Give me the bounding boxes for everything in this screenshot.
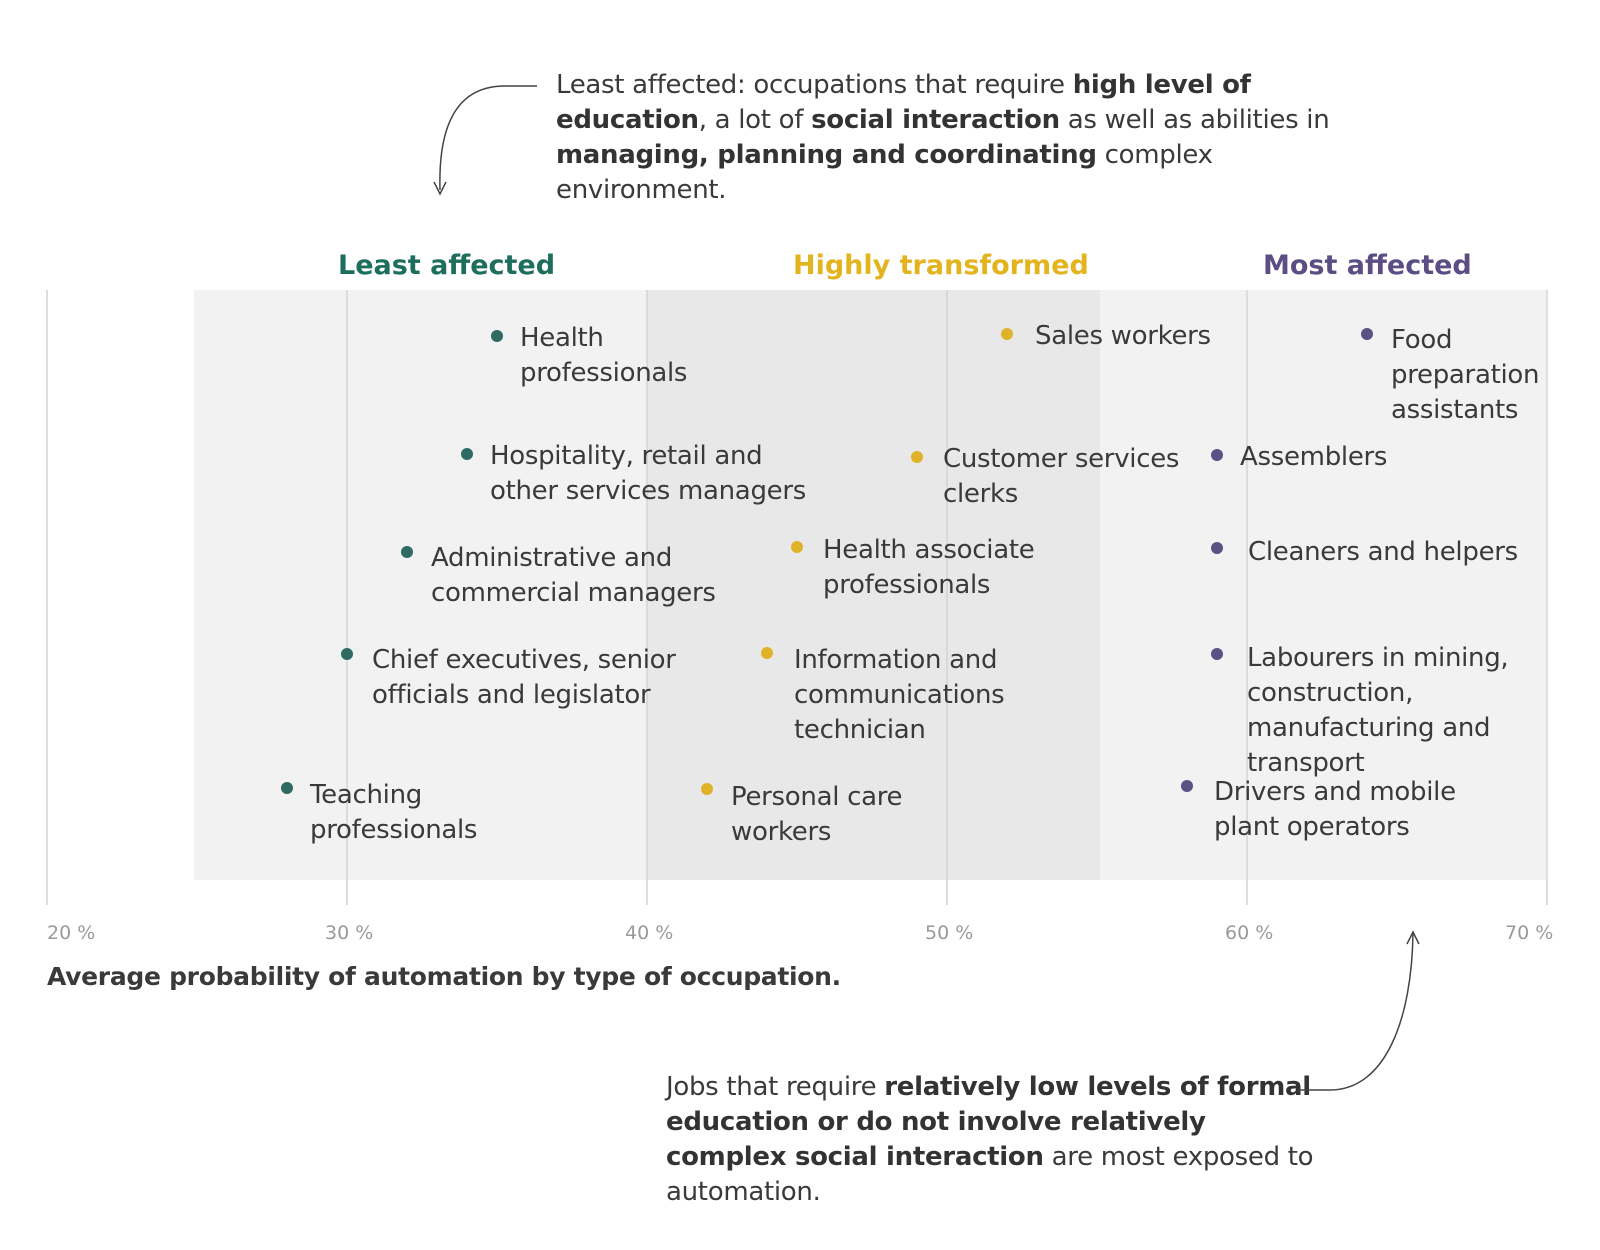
data-point-labourers-in-mining-construction-manufacturing-and-transport (1211, 648, 1223, 660)
band-label-highly-transformed: Highly transformed (793, 250, 1089, 281)
point-label-hospitality-managers: Hospitality, retail and other services managers (490, 441, 806, 506)
x-axis-title: Average probability of automation by type of occupation. (47, 962, 841, 991)
top-annotation-arrow (440, 86, 537, 190)
x-tick-label: 60 % (1225, 922, 1274, 944)
top-annotation-run: as well as abilities in (1059, 105, 1330, 135)
data-point-assemblers (1211, 449, 1223, 461)
x-tick-label: 30 % (325, 922, 374, 944)
point-label-teaching-professionals: Teaching professionals (310, 780, 478, 845)
top-annotation-run: managing, planning and coordinating (556, 140, 1097, 170)
point-label-ict-technician: Information and communications technician (794, 645, 1005, 745)
bottom-annotation-run: Jobs that require (666, 1072, 885, 1102)
point-label-assemblers: Assemblers (1240, 442, 1388, 472)
band-label-most-affected: Most affected (1263, 250, 1472, 281)
bottom-annotation-arrow (1298, 932, 1413, 1090)
x-tick-label: 40 % (625, 922, 674, 944)
data-point-customer-services-clerks (911, 451, 923, 463)
bottom-annotation-run: are most exposed to automation. (666, 1142, 1314, 1207)
data-point-hospitality-retail-and-other-services-managers (461, 448, 473, 460)
point-label-health-associate-professionals: Health associate professionals (823, 535, 1035, 600)
point-label-customer-services-clerks: Customer services clerks (943, 444, 1180, 509)
point-label-labourers: Labourers in mining, construction, manufacturing and transport (1247, 643, 1509, 778)
point-label-chief-executives: Chief executives, senior officials and legislator (372, 645, 676, 710)
data-point-administrative-and-commercial-managers (401, 546, 413, 558)
point-label-drivers: Drivers and mobile plant operators (1214, 777, 1456, 842)
data-point-health-professionals (491, 330, 503, 342)
point-label-sales-workers: Sales workers (1035, 321, 1211, 351)
top-annotation-run: social interaction (811, 105, 1060, 135)
x-tick-label: 50 % (925, 922, 974, 944)
top-annotation-run: , a lot of (698, 105, 812, 135)
point-label-administrative-managers: Administrative and commercial managers (431, 543, 716, 608)
data-point-health-associate-professionals (791, 541, 803, 553)
data-point-drivers-and-mobile-plant-operators (1181, 780, 1193, 792)
point-label-personal-care-workers: Personal care workers (731, 782, 903, 847)
data-point-cleaners-and-helpers (1211, 542, 1223, 554)
x-tick-label: 70 % (1505, 922, 1554, 944)
point-label-health-professionals: Health professionals (520, 323, 688, 388)
point-label-food-preparation-assistants: Food preparation assistants (1391, 325, 1540, 425)
data-point-information-and-communications-technician (761, 647, 773, 659)
data-point-personal-care-workers (701, 783, 713, 795)
top-annotation-run: complex environment. (556, 140, 1213, 205)
bottom-annotation-run: relatively low levels of formal education or do not involve relatively complex social interaction (666, 1072, 1311, 1172)
x-tick-label: 20 % (47, 922, 96, 944)
data-point-sales-workers (1001, 328, 1013, 340)
data-point-food-preparation-assistants (1361, 328, 1373, 340)
data-point-chief-executives-senior-officials-and-legislator (341, 648, 353, 660)
top-annotation-run: high level of education (556, 70, 1251, 135)
point-label-cleaners-and-helpers: Cleaners and helpers (1248, 537, 1518, 567)
data-point-teaching-professionals (281, 782, 293, 794)
top-annotation-run: Least affected: occupations that require (556, 70, 1073, 100)
band-label-least-affected: Least affected (338, 250, 556, 281)
